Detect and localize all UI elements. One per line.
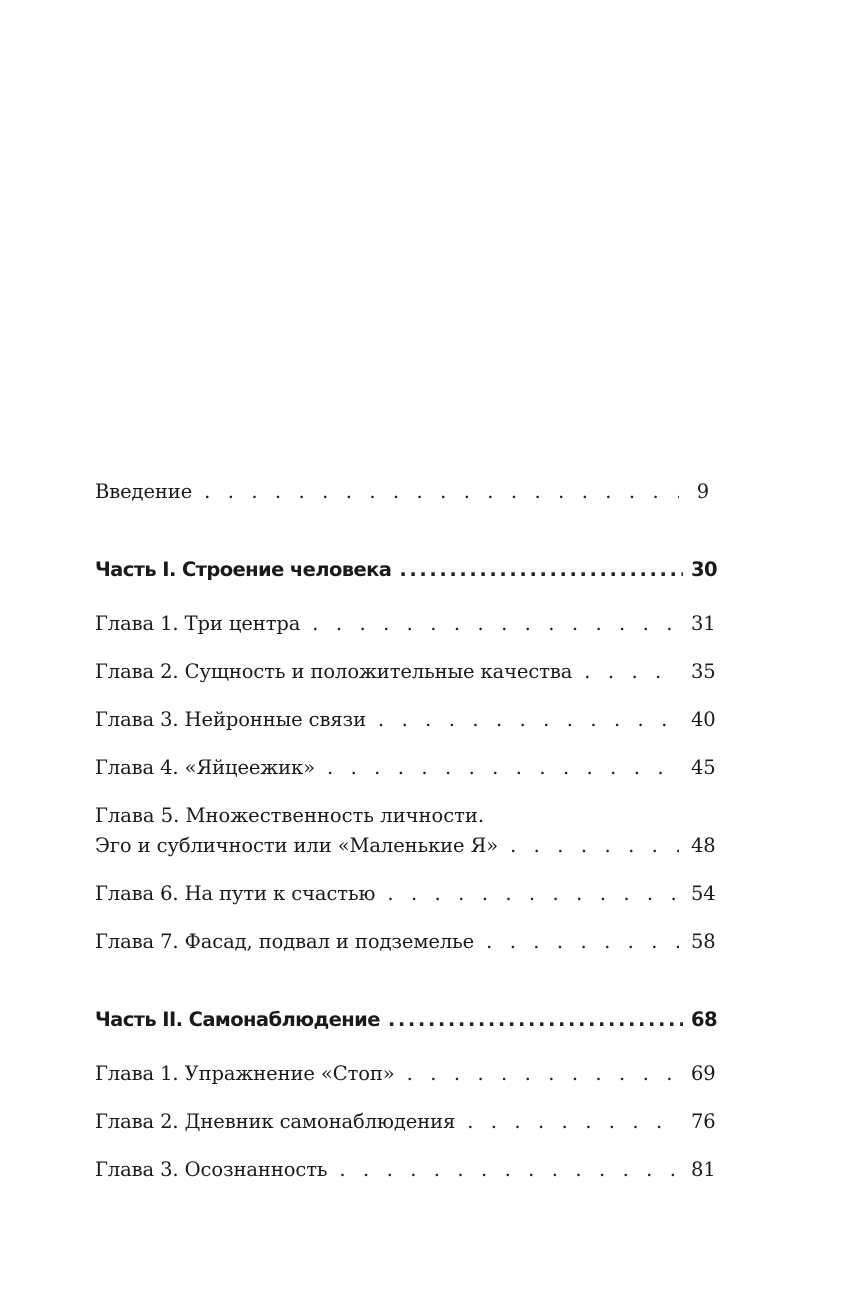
toc-entry-intro bbox=[95, 478, 709, 506]
toc-entry-chapter bbox=[95, 928, 716, 956]
toc-entry-title: Глава 3. Нейронные связи bbox=[95, 708, 366, 731]
toc-entry-line2 bbox=[95, 832, 716, 860]
toc-entry-title: Глава 7. Фасад, подвал и подземелье bbox=[95, 930, 475, 953]
toc-entry-page: 54 bbox=[691, 882, 716, 905]
toc-part-page: 68 bbox=[691, 1008, 717, 1031]
toc-part-1 bbox=[95, 556, 717, 584]
toc-entry-page: 69 bbox=[691, 1062, 716, 1085]
toc-entry-chapter bbox=[95, 610, 716, 638]
toc-entry-title: Глава 3. Осознанность bbox=[95, 1158, 328, 1181]
toc-entry-title: Глава 2. Сущность и положительные качества bbox=[95, 660, 573, 683]
toc-entry-chapter bbox=[95, 1108, 716, 1136]
toc-entry-chapter bbox=[95, 1156, 716, 1184]
toc-part-title: Часть II. Самонаблюдение bbox=[95, 1008, 380, 1031]
dot-leader bbox=[327, 754, 679, 782]
toc-entry-page: 40 bbox=[691, 708, 716, 731]
toc-entry-chapter bbox=[95, 706, 716, 734]
toc-entry-title-line1: Глава 5. Множественность личности. bbox=[95, 804, 485, 827]
toc-entry-title: Глава 1. Упражнение «Стоп» bbox=[95, 1062, 395, 1085]
toc-entry-title: Глава 4. «Яйцеежик» bbox=[95, 756, 315, 779]
toc-entry-chapter-multiline bbox=[95, 802, 716, 860]
toc-entry-page: 58 bbox=[691, 930, 716, 953]
dot-leader bbox=[407, 1060, 679, 1088]
table-of-contents bbox=[95, 478, 717, 1184]
toc-entry-page: 81 bbox=[691, 1158, 716, 1181]
toc-entry-page: 45 bbox=[691, 756, 716, 779]
toc-part-title: Часть I. Строение человека bbox=[95, 558, 392, 581]
toc-entry-title: Глава 6. На пути к счастью bbox=[95, 882, 376, 905]
dot-leader bbox=[378, 706, 679, 734]
toc-entry-page: 31 bbox=[691, 612, 716, 635]
toc-entry-chapter bbox=[95, 754, 716, 782]
dot-leader bbox=[204, 478, 679, 506]
toc-entry-chapter bbox=[95, 658, 716, 686]
dot-leader bbox=[312, 610, 679, 638]
dot-leader bbox=[584, 658, 679, 686]
dot-leader bbox=[339, 1156, 679, 1184]
dot-leader bbox=[388, 1006, 683, 1034]
toc-entry-chapter bbox=[95, 1060, 716, 1088]
toc-entry-page: 48 bbox=[691, 834, 716, 857]
toc-entry-page: 76 bbox=[691, 1110, 716, 1133]
dot-leader bbox=[399, 556, 683, 584]
dot-leader bbox=[387, 880, 679, 908]
toc-entry-page: 9 bbox=[696, 480, 709, 503]
toc-entry-title: Глава 2. Дневник самонаблюдения bbox=[95, 1110, 456, 1133]
toc-entry-title: Введение bbox=[95, 480, 193, 503]
toc-entry-title: Эго и субличности или «Маленькие Я» bbox=[95, 834, 499, 857]
toc-part-page: 30 bbox=[691, 558, 717, 581]
dot-leader bbox=[486, 928, 679, 956]
toc-entry-chapter bbox=[95, 880, 716, 908]
toc-part-2 bbox=[95, 1006, 717, 1034]
toc-entry-page: 35 bbox=[691, 660, 716, 683]
toc-entry-title: Глава 1. Три центра bbox=[95, 612, 301, 635]
dot-leader bbox=[467, 1108, 679, 1136]
dot-leader bbox=[510, 832, 679, 860]
